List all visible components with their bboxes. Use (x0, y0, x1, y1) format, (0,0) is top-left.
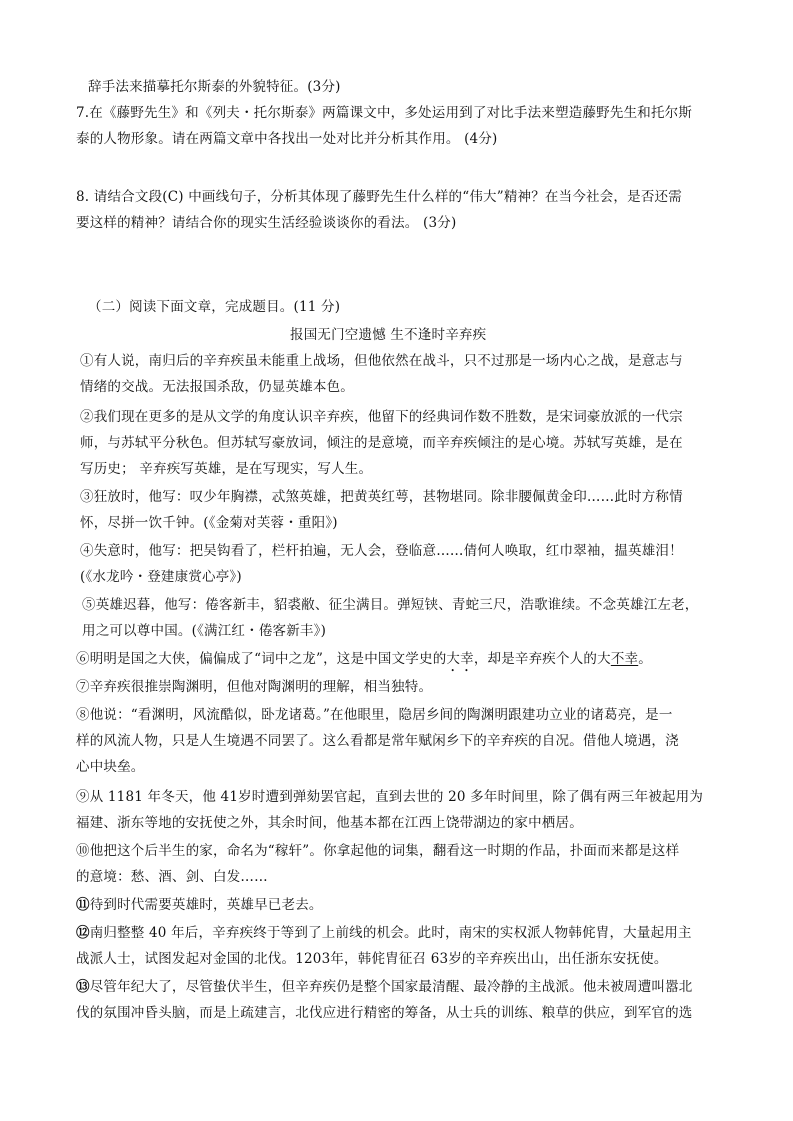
para-3-line-1: ③狂放时，他写：叹少年胸襟，忒煞英雄，把黄英红萼，甚物堪同。除非腰佩黄金印……此时方称情 (80, 489, 683, 505)
para-6-pre: ⑥明明是国之大侠，偏偏成了“词中之龙”，这是中国文学史的 (76, 651, 447, 667)
para-4-line-2: (《水龙吟・登建康赏心亭》) (80, 569, 242, 585)
para-2-line-2: 师，与苏轼平分秋色。但苏轼写豪放词，倾注的是意境，而辛弃疾倾注的是心境。苏轼写英雄，是在 (80, 435, 683, 451)
para-8-line-2: 样的风流人物，只是人生境遇不同罢了。这么看都是常年赋闲乡下的辛弃疾的自况。借他人境遇，浇 (76, 733, 679, 749)
para-10-line-1: ⑩他把这个后半生的家，命名为“稼轩”。你拿起他的词集，翻看这一时期的作品，扑面而来都是这样 (76, 843, 680, 859)
para-6-emphasis-2: 不幸 (610, 651, 639, 667)
para-6-post: 。 (638, 651, 652, 667)
para-8-line-1: ⑧他说：“看渊明，风流酷似，卧龙诸葛。”在他眼里，隐居乡间的陶渊明跟建功立业的诸葛亮，是一 (76, 707, 673, 723)
para-5-line-2: 用之可以尊中国。(《满江红・倦客新丰》) (82, 623, 327, 639)
para-2-line-3: 写历史； 辛弃疾写英雄，是在写现实，写人生。 (80, 461, 373, 477)
para-13-line-2: 伐的氛围冲昏头脑，而是上疏建言，北伐应进行精密的筹备，从士兵的训练、粮草的供应，到军官的选 (76, 1005, 693, 1021)
para-1-line-2: 情绪的交战。无法报国杀敌，仍显英雄本色。 (80, 379, 354, 395)
section-heading: （二）阅读下面文章，完成题目。(11 分) (88, 299, 341, 315)
para-4-line-1: ④失意时，他写：把吴钩看了，栏杆拍遍，无人会，登临意……倩何人唤取，红巾翠袖，揾英雄泪！ (80, 543, 683, 559)
para-13-line-1 (76, 978, 726, 996)
para-1-line-1: ①有人说，南归后的辛弃疾虽未能重上战场，但他依然在战斗，只不过那是一场内心之战，是意志与 (80, 353, 683, 369)
para-13-number: ⑬ (76, 979, 90, 995)
para-11-text: 待到时代需要英雄时，英雄早已老去。 (89, 897, 323, 913)
para-2-line-1: ②我们现在更多的是从文学的角度认识辛弃疾，他留下的经典词作数不胜数，是宋词豪放派的一代宗 (80, 409, 683, 425)
para-3-line-2: 怀，尽拼一饮千钟。(《金菊对芙蓉・重阳》) (80, 515, 338, 531)
q7-line-2: 泰的人物形象。请在两篇文章中各找出一处对比并分析其作用。 (4分) (76, 131, 498, 147)
para-6 (76, 650, 726, 675)
para-6-mid: ，却是辛弃疾个人的大 (473, 651, 611, 667)
para-12-text: 南归整整 40 年后，辛弃疾终于等到了上前线的机会。此时，南宋的实权派人物韩侂胄，大量起用主 (89, 925, 692, 941)
para-9-line-1: ⑨从 1181 年冬天，他 41岁时遭到弹劾罢官起，直到去世的 20 多年时间里，除了偶有两三年被起用为 (76, 789, 704, 805)
para-8-line-3: 心中块垒。 (76, 759, 145, 775)
para-5-line-1: ⑤英雄迟暮，他写：倦客新丰，貂裘敝、征尘满目。弹短铗、青蛇三尺，浩歌谁续。不念英雄江左老， (82, 597, 699, 613)
para-12-line-1 (76, 924, 726, 942)
para-11 (76, 896, 726, 914)
para-11-number: ⑪ (76, 897, 90, 913)
q8-line-2: 要这样的精神？请结合你的现实生活经验谈谈你的看法。 (3分) (76, 215, 457, 231)
article-title: 报国无门空遗憾 生不逢时辛弃疾 (290, 327, 487, 343)
para-9-line-2: 福建、浙东等地的安抚使之外，其余时间，他基本都在江西上饶带湖边的家中栖居。 (76, 815, 583, 831)
para-13-text: 尽管年纪大了，尽管蛰伏半生，但辛弃疾仍是整个国家最清醒、最冷静的主战派。他未被周遭叫嚣北 (89, 979, 693, 995)
para-7: ⑦辛弃疾很推崇陶渊明，但他对陶渊明的理解，相当独特。 (76, 679, 433, 695)
para-12-number: ⑫ (76, 925, 90, 941)
para-10-line-2: 的意境：愁、酒、剑、白发…… (76, 869, 268, 885)
q7-line-1: 7.在《藤野先生》和《列夫・托尔斯泰》两篇课文中，多处运用到了对比手法来塑造藤野先生和托尔斯 (76, 105, 693, 121)
para-6-emphasis-1: 大幸 (446, 651, 474, 667)
para-12-line-2: 战派人士，试图发起对金国的北伐。1203年，韩侂胄征召 63岁的辛弃疾出山，出任浙东安抚使。 (76, 951, 668, 967)
q8-line-1: 8. 请结合文段(C) 中画线句子，分析其体现了藤野先生什么样的“伟大”精神？在当今社会，是否还需 (76, 189, 682, 205)
q6-tail: 辞手法来描摹托尔斯泰的外貌特征。(3分) (88, 79, 341, 95)
